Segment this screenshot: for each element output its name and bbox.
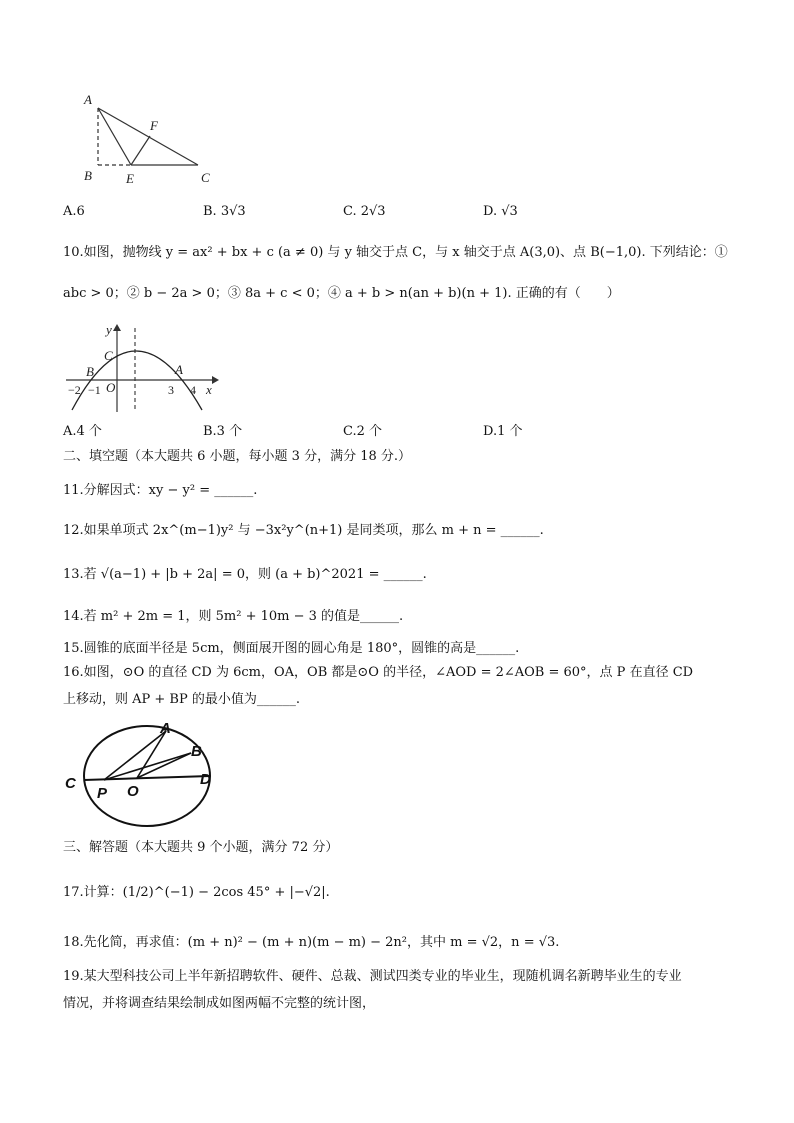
q10-line1: 10.如图，抛物线 y = ax² + bx + c (a ≠ 0) 与 y 轴交于点 C，与 x 轴交于点 A(3,0)、点 B(−1,0). 下列结论：①	[63, 245, 728, 260]
q10-option-b: B.3 个	[203, 424, 243, 439]
label-y: y	[106, 322, 112, 337]
diameter-cd	[84, 776, 210, 780]
label-o: O	[106, 380, 116, 395]
label-a: A	[160, 720, 171, 737]
label-c: C	[104, 348, 113, 363]
segment-pa	[104, 731, 166, 780]
q12-text: 12.如果单项式 2x^(m−1)y² 与 −3x²y^(n+1) 是同类项，那么 m + n = ______.	[63, 523, 544, 538]
q10-parabola-figure	[62, 322, 222, 417]
section2-title: 二、填空题（本大题共 6 小题，每小题 3 分，满分 18 分.）	[63, 449, 412, 464]
q11-text: 11.分解因式：xy − y² = ______.	[63, 483, 258, 498]
label-d: D	[200, 771, 211, 788]
label-b: B	[191, 743, 202, 760]
section3-title: 三、解答题（本大题共 9 个小题，满分 72 分）	[63, 840, 339, 855]
segment-pb	[104, 753, 191, 780]
q15-text: 15.圆锥的底面半径是 5cm，侧面展开图的圆心角是 180°，圆锥的高是______.	[63, 641, 520, 656]
label-a: A	[175, 362, 183, 377]
q10-option-a: A.4 个	[63, 424, 102, 439]
tick-3: 3	[168, 383, 174, 397]
q16-line2: 上移动，则 AP + BP 的最小值为______.	[63, 692, 300, 707]
q18-text: 18.先化简，再求值：(m + n)² − (m + n)(m − m) − 2n²，其中 m = √2，n = √3.	[63, 935, 560, 950]
q19-line2: 情况，并将调查结果绘制成如图两幅不完整的统计图，	[63, 996, 376, 1011]
q9-option-a: A.6	[63, 204, 85, 219]
label-c: C	[65, 775, 76, 792]
q9-option-c: C. 2√3	[343, 204, 386, 219]
y-axis-arrow	[113, 324, 121, 331]
q19-line1: 19.某大型科技公司上半年新招聘软件、硬件、总裁、测试四类专业的毕业生，现随机调名新聘毕业生的专业	[63, 969, 682, 984]
q16-line1: 16.如图，⊙O 的直径 CD 为 6cm，OA，OB 都是⊙O 的半径，∠AOD = 2∠AOB = 60°，点 P 在直径 CD	[63, 665, 694, 680]
label-f: F	[150, 118, 158, 133]
segment-ef	[131, 136, 150, 165]
tick-minus-1: −1	[88, 383, 101, 397]
label-b: B	[86, 364, 94, 379]
label-o: O	[127, 783, 139, 800]
segment-ac	[98, 108, 198, 165]
tick-4: 4	[190, 383, 196, 397]
label-b: B	[84, 168, 92, 183]
x-axis-arrow	[212, 376, 219, 384]
q17-text: 17.计算：(1/2)^(−1) − 2cos 45° + |−√2|.	[63, 885, 330, 900]
tick-minus-2: −2	[68, 383, 81, 397]
q9-option-d: D. √3	[483, 204, 518, 219]
q14-text: 14.若 m² + 2m = 1，则 5m² + 10m − 3 的值是______.	[63, 609, 404, 624]
q16-circle-figure	[62, 718, 232, 830]
q13-text: 13.若 √(a−1) + |b + 2a| = 0，则 (a + b)^2021 = ______.	[63, 567, 427, 582]
q9-option-b: B. 3√3	[203, 204, 246, 219]
label-c: C	[201, 170, 210, 185]
label-a: A	[84, 92, 92, 107]
label-x: x	[206, 382, 212, 397]
q10-line2: abc > 0；② b − 2a > 0；③ 8a + c < 0；④ a + b > n(an + b)(n + 1). 正确的有（ ）	[63, 286, 620, 301]
q10-option-d: D.1 个	[483, 424, 523, 439]
segment-ae	[98, 108, 131, 165]
label-p: P	[97, 785, 108, 802]
label-e: E	[126, 171, 134, 186]
q9-triangle-figure	[76, 90, 226, 190]
q10-option-c: C.2 个	[343, 424, 383, 439]
